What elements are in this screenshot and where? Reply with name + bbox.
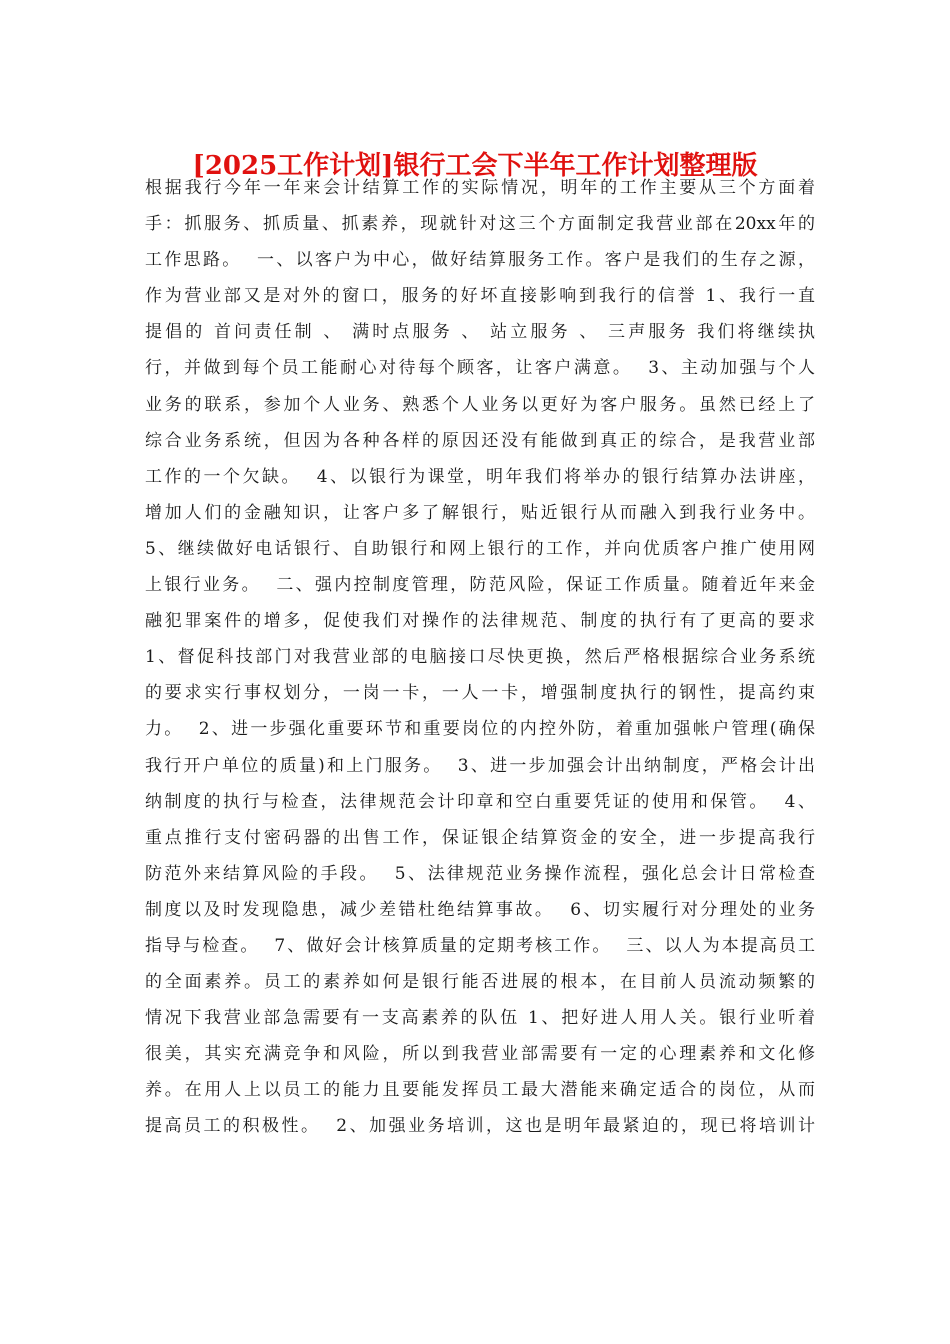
document-body [145,170,815,1145]
body-text-line: 增加人们的金融知识，让客户多了解银行，贴近银行从而融入到我行业务中。 [145,502,815,523]
body-text-line: 的要求实行事权划分，一岗一卡，一人一卡，增强制度执行的钢性，提高约束 [145,683,815,704]
body-text-line: 指导与检查。 7、做好会计核算质量的定期考核工作。 三、以人为本提高员工 [145,935,815,956]
document-title: [2025工作计划]银行工会下半年工作计划整理版 [192,151,758,181]
body-text-line: 业务的联系，参加个人业务、熟悉个人业务以更好为客户服务。虽然已经上了 [145,394,815,415]
body-text-line: 根据我行今年一年来会计结算工作的实际情况，明年的工作主要从三个方面着 [145,178,815,198]
body-text-line: 我行开户单位的质量)和上门服务。 3、进一步加强会计出纳制度，严格会计出 [145,755,815,776]
body-text-line: 提高员工的积极性。 2、加强业务培训，这也是明年最紧迫的，现已将培训计 [145,1116,815,1137]
body-text-line: 1、督促科技部门对我营业部的电脑接口尽快更换，然后严格根据综合业务系统 [145,647,815,668]
body-text-line: 养。在用人上以员工的能力且要能发挥员工最大潜能来确定适合的岗位，从而 [145,1080,815,1101]
body-text-line: 制度以及时发现隐患，减少差错杜绝结算事故。 6、切实履行对分理处的业务 [145,899,815,920]
body-text-line: 融犯罪案件的增多，促使我们对操作的法律规范、制度的执行有了更高的要求 [145,611,815,632]
body-text-line: 手：抓服务、抓质量、抓素养，现就针对这三个方面制定我营业部在20xx年的 [145,214,815,235]
body-text-line: 纳制度的执行与检查，法律规范会计印章和空白重要凭证的使用和保管。 4、 [145,791,815,812]
body-text-line: 行，并做到每个员工能耐心对待每个顾客，让客户满意。 3、主动加强与个人 [145,358,815,379]
body-text-line: 上银行业务。 二、强内控制度管理，防范风险，保证工作质量。随着近年来金 [145,575,815,596]
body-text-line: 工作的一个欠缺。 4、以银行为课堂，明年我们将举办的银行结算办法讲座， [145,466,815,487]
body-text-line: 综合业务系统，但因为各种各样的原因还没有能做到真正的综合，是我营业部 [145,430,815,451]
body-text-line: 很美，其实充满竞争和风险，所以到我营业部需要有一定的心理素养和文化修 [145,1044,815,1065]
body-text-line: 情况下我营业部急需要有一支高素养的队伍 1、把好进人用人关。银行业听着 [145,1008,815,1029]
body-text-line: 工作思路。 一、以客户为中心，做好结算服务工作。客户是我们的生存之源， [145,250,815,271]
body-text-line: 重点推行支付密码器的出售工作，保证银企结算资金的安全，进一步提高我行 [145,827,815,848]
body-text-line: 力。 2、进一步强化重要环节和重要岗位的内控外防，着重加强帐户管理(确保 [145,719,815,740]
body-text-line: 的全面素养。员工的素养如何是银行能否进展的根本，在目前人员流动频繁的 [145,972,815,993]
body-text-line: 作为营业部又是对外的窗口，服务的好坏直接影响到我行的信誉 1、我行一直 [145,286,815,307]
body-text-line: 防范外来结算风险的手段。 5、法律规范业务操作流程，强化总会计日常检查 [145,863,815,884]
body-text-line: 5、继续做好电话银行、自助银行和网上银行的工作，并向优质客户推广使用网 [145,538,815,559]
body-text-line: 提倡的 首问责任制 、 满时点服务 、 站立服务 、 三声服务 我们将继续执 [145,322,815,343]
